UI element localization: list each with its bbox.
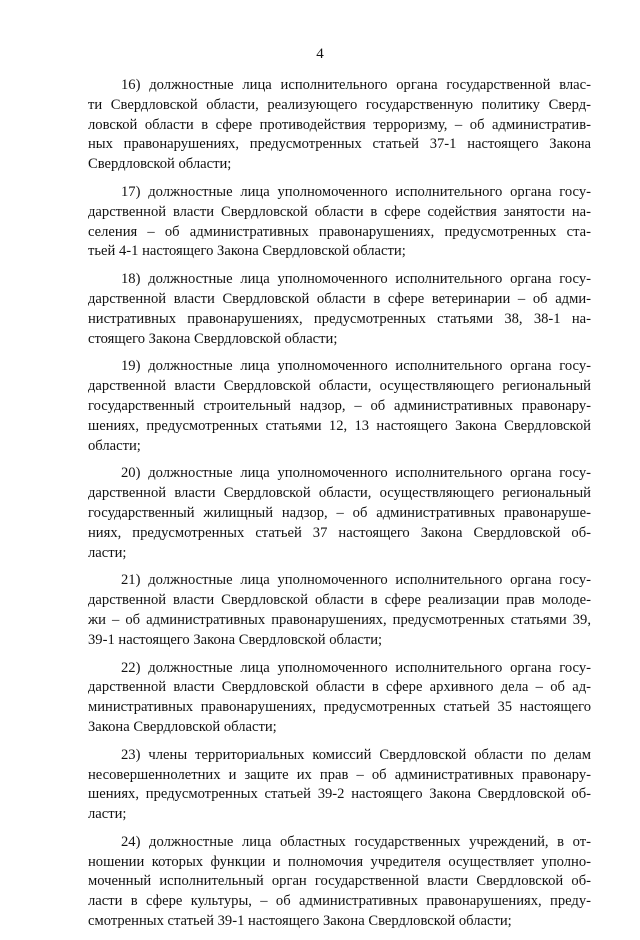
paragraph-line: несовершеннолетних и защите их прав – об административных правонару- bbox=[88, 766, 591, 783]
paragraph-line: 16) должностные лица исполнительного органа государственной влас- bbox=[121, 77, 591, 93]
paragraph-line: дарственной власти Свердловской области, осуществляющего региональный bbox=[88, 485, 591, 502]
list-item-paragraph bbox=[88, 183, 591, 262]
paragraph-line: дарственной власти Свердловской области в сфере ветеринарии – об адми- bbox=[88, 290, 591, 307]
paragraph-line: стоящего Закона Свердловской области; bbox=[88, 330, 338, 347]
paragraph-line: 39-1 настоящего Закона Свердловской области; bbox=[88, 631, 383, 648]
paragraph-line: 17) должностные лица уполномоченного исполнительного органа госу- bbox=[121, 183, 591, 200]
paragraph-line: 23) члены территориальных комиссий Свердловской области по делам bbox=[121, 746, 591, 763]
paragraph-line: дарственной власти Свердловской области в сфере реализации прав молоде- bbox=[88, 592, 591, 609]
paragraph-line: нистративных правонарушениях, предусмотренных статьями 38, 38-1 на- bbox=[88, 310, 591, 327]
paragraph-line: моченный исполнительный орган государственной власти Свердловской об- bbox=[88, 873, 591, 890]
paragraph-line: шениях, предусмотренных статьей 39-2 настоящего Закона Свердловской об- bbox=[88, 786, 591, 803]
paragraph-line: ти Свердловской области, реализующего государственную политику Сверд- bbox=[88, 96, 591, 113]
list-item-paragraph bbox=[88, 270, 591, 349]
paragraph-line: дарственной власти Свердловской области в сфере архивного дела – об ад- bbox=[88, 679, 591, 696]
paragraph-line: селения – об административных правонарушениях, предусмотренных ста- bbox=[88, 223, 591, 240]
paragraph-line: 21) должностные лица уполномоченного исполнительного органа госу- bbox=[121, 572, 591, 589]
paragraph-line: 19) должностные лица уполномоченного исполнительного органа госу- bbox=[121, 358, 591, 375]
list-item-paragraph bbox=[88, 659, 591, 738]
paragraph-line: дарственной власти Свердловской области в сфере содействия занятости на- bbox=[88, 203, 591, 220]
paragraph-line: тьей 4-1 настоящего Закона Свердловской области; bbox=[88, 243, 406, 260]
list-item-paragraph bbox=[88, 357, 591, 456]
list-item-paragraph bbox=[88, 76, 591, 175]
paragraph-line: шениях, предусмотренных статьями 12, 13 настоящего Закона Свердловской bbox=[88, 417, 591, 434]
paragraph-line: 24) должностные лица областных государственных учреждений, в от- bbox=[121, 833, 591, 850]
paragraph-line: государственный строительный надзор, – об административных правонару- bbox=[88, 397, 591, 414]
list-item-paragraph bbox=[88, 833, 591, 932]
paragraph-line: смотренных статьей 39-1 настоящего Закона Свердловской области; bbox=[88, 913, 512, 930]
paragraph-line: Закона Свердловской области; bbox=[88, 718, 277, 735]
paragraph-line: ласти в сфере культуры, – об административных правонарушениях, преду- bbox=[88, 893, 591, 910]
paragraph-line: ласти; bbox=[88, 544, 127, 561]
list-item-paragraph bbox=[88, 746, 591, 825]
paragraph-line: 20) должностные лица уполномоченного исполнительного органа госу- bbox=[121, 465, 591, 482]
paragraph-line: дарственной власти Свердловской области, осуществляющего региональный bbox=[88, 378, 591, 395]
paragraph-line: ниях, предусмотренных статьей 37 настоящего Закона Свердловской об- bbox=[88, 524, 591, 541]
document-body bbox=[88, 76, 591, 940]
paragraph-line: ласти; bbox=[88, 806, 127, 823]
list-item-paragraph bbox=[88, 571, 591, 650]
paragraph-line: области; bbox=[88, 437, 141, 454]
page-number: 4 bbox=[316, 46, 324, 62]
paragraph-line: ношении которых функции и полномочия учредителя осуществляет уполно- bbox=[88, 853, 591, 870]
paragraph-line: 18) должностные лица уполномоченного исполнительного органа госу- bbox=[121, 271, 591, 288]
paragraph-line: государственный жилищный надзор, – об административных правонаруше- bbox=[88, 504, 591, 521]
paragraph-line: Свердловской области; bbox=[88, 156, 232, 173]
paragraph-line: министративных правонарушениях, предусмотренных статьей 35 настоящего bbox=[88, 699, 591, 716]
paragraph-line: 22) должностные лица уполномоченного исполнительного органа госу- bbox=[121, 659, 591, 676]
list-item-paragraph bbox=[88, 464, 591, 563]
paragraph-line: жи – об административных правонарушениях, предусмотренных статьями 39, bbox=[88, 611, 591, 628]
paragraph-line: ных правонарушениях, предусмотренных статьей 37-1 настоящего Закона bbox=[88, 136, 591, 153]
paragraph-line: ловской области в сфере противодействия терроризму, – об административ- bbox=[88, 116, 591, 133]
